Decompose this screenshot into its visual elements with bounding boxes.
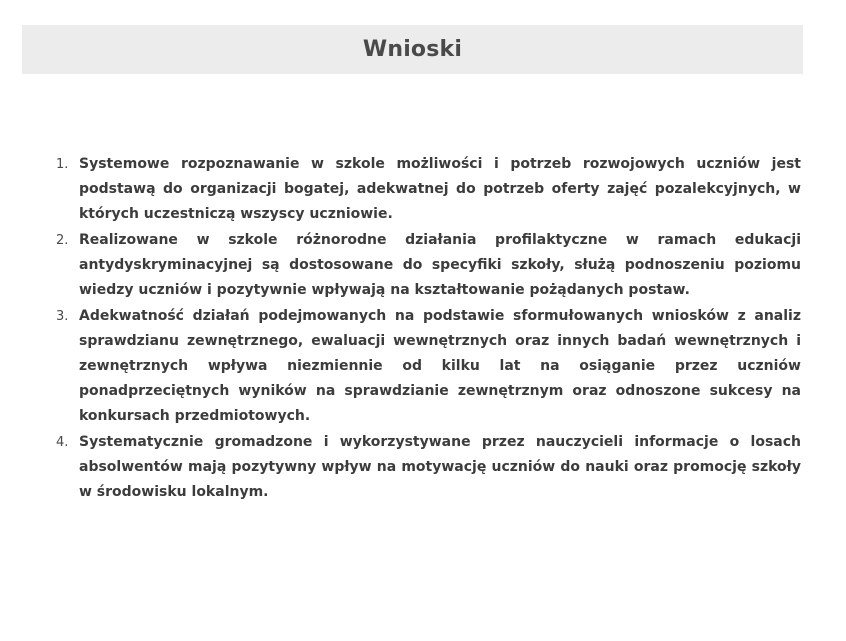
title-banner (22, 25, 803, 74)
conclusions-list (56, 152, 801, 506)
list-item-text: Adekwatność działań podejmowanych na podstawie sformułowanych wniosków z analiz sprawdzianu zewnętrznego, ewaluacji wewnętrznych oraz innych badań wewnętrznych i zewnętrznych wpływa niezmiennie od kilku lat na osiąganie przez uczniów ponadprzeciętnych wyników na sprawdzianie zewnętrznym oraz odnoszone sukcesy na konkursach przedmiotowych. (79, 308, 801, 424)
page-title: Wnioski (362, 37, 463, 62)
list-item (56, 304, 801, 429)
list-item-number: 2. (56, 233, 69, 248)
list-item (56, 228, 801, 303)
list-item-number: 1. (56, 157, 69, 172)
list-item (56, 430, 801, 505)
list-item-text: Systemowe rozpoznawanie w szkole możliwości i potrzeb rozwojowych uczniów jest podstawą do organizacji bogatej, adekwatnej do potrzeb oferty zajęć pozalekcyjnych, w których uczestniczą wszyscy uczniowie. (79, 156, 801, 222)
list-item-text: Systematycznie gromadzone i wykorzystywane przez nauczycieli informacje o losach absolwentów mają pozytywny wpływ na motywację uczniów do nauki oraz promocję szkoły w środowisku lokalnym. (79, 434, 801, 500)
list-item-number: 3. (56, 309, 69, 324)
list-item-number: 4. (56, 435, 69, 450)
list-item (56, 152, 801, 227)
list-item-text: Realizowane w szkole różnorodne działania profilaktyczne w ramach edukacji antydyskryminacyjnej są dostosowane do specyfiki szkoły, służą podnoszeniu poziomu wiedzy uczniów i pozytywnie wpływają na kształtowanie pożądanych postaw. (79, 232, 801, 298)
